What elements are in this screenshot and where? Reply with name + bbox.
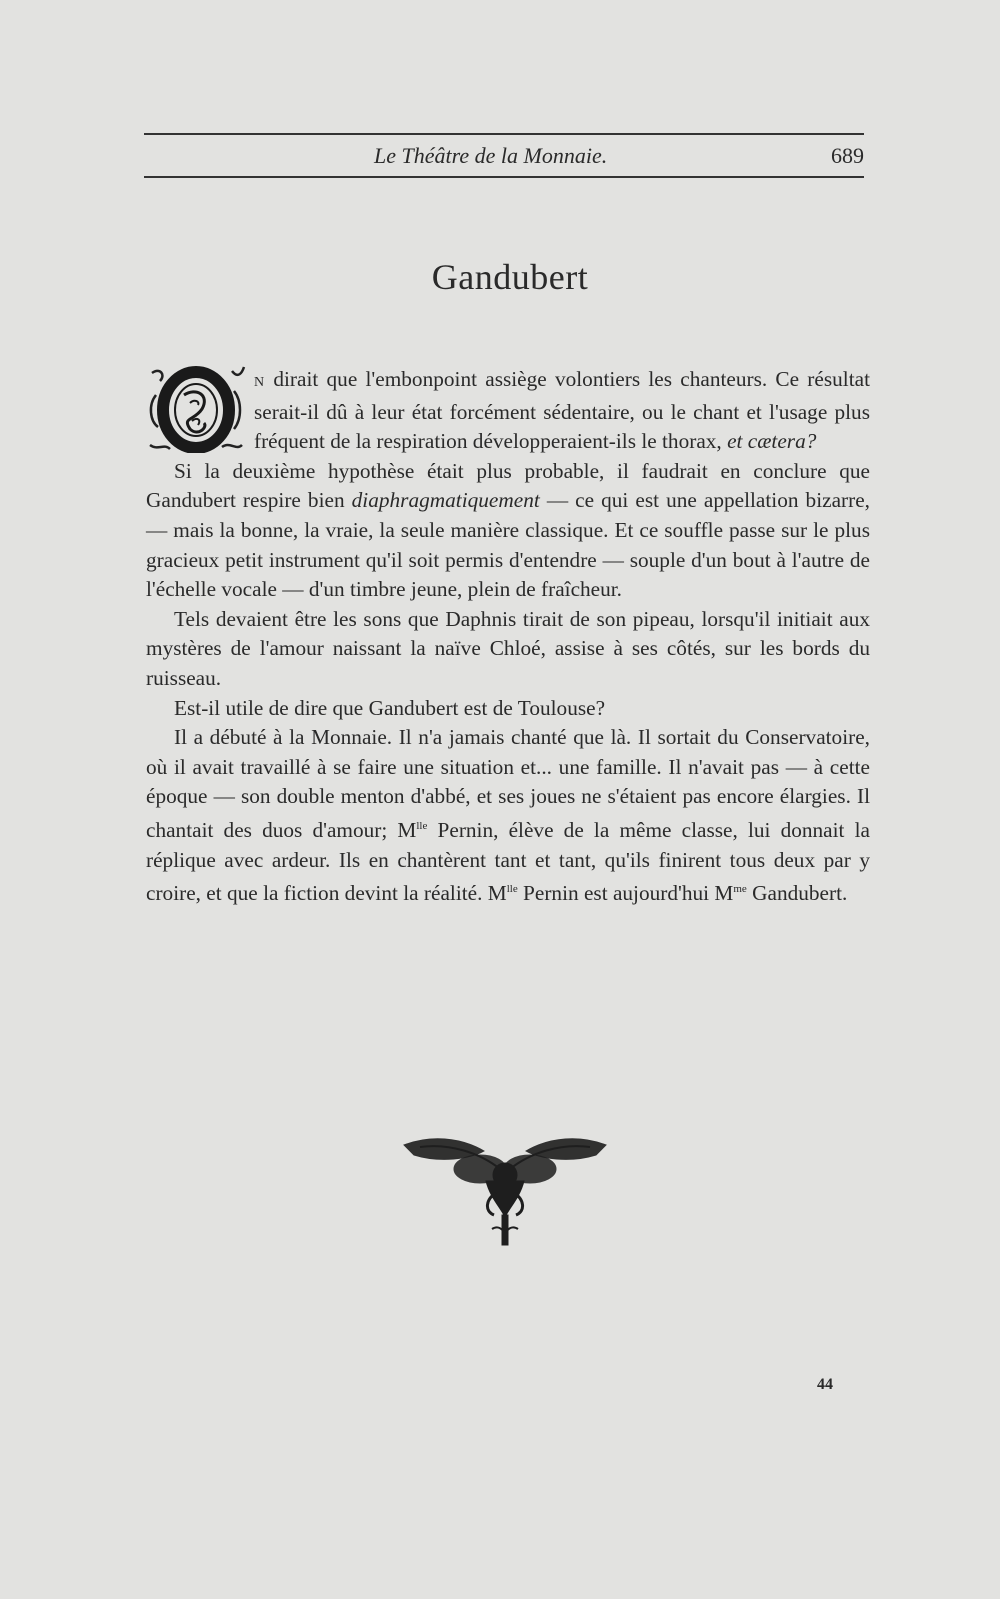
opening-smallcaps: N — [254, 375, 266, 390]
paragraph-5-text-c: Pernin est aujourd'hui M — [517, 881, 734, 906]
paragraph-1-italic: et cætera? — [727, 429, 817, 454]
paragraph-2-text-b: — ce qui est une appellation bizarre, — mais la bonne, la vraie, la seule manière classique. Et ce souffle passe sur le plus gracieux petit instrument qu'il soit permis d'entendre — souple d'un bout à l'autre de l'échelle vocale — d'un timbre jeune, plein de fraîcheur. — [146, 488, 870, 602]
signature-mark: 44 — [817, 1376, 833, 1393]
running-title: Le Théâtre de la Monnaie. — [374, 143, 608, 168]
header-rule-bottom — [144, 176, 864, 178]
paragraph-2-text-a: Si la deuxième hypothèse était plus probable, il faudrait en conclure que Gandubert respire bien — [146, 458, 870, 513]
paragraph-3: Tels devaient être les sons que Daphnis tirait de son pipeau, lorsqu'il initiait aux mystères de l'amour naissant la naïve Chloé, assise à ses côtés, sur les bords du ruisseau. — [146, 606, 870, 690]
dropcap-o-icon — [146, 365, 246, 453]
paragraph-5-text-d: Gandubert. — [746, 881, 848, 906]
body-text — [146, 365, 870, 909]
ornamental-dropcap — [146, 365, 246, 453]
chapter-title: Gandubert — [431, 257, 589, 297]
paragraph-2 — [146, 457, 870, 605]
paragraph-5 — [146, 723, 870, 909]
paragraph-1 — [146, 365, 870, 457]
superscript-lle-1: lle — [416, 819, 428, 832]
superscript-lle-2: lle — [506, 883, 518, 896]
page-number: 689 — [831, 143, 864, 168]
header-rule-top — [144, 133, 864, 135]
paragraph-5-text-b: Pernin, élève de la même classe, lui donnait la réplique avec ardeur. Ils en chantèrent tant et tant, qu'ils finirent tous deux par y croire, et que la fiction devint la réalité. M — [146, 818, 870, 906]
paragraph-5-text-a: Il a débuté à la Monnaie. Il n'a jamais chanté que là. Il sortait du Conservatoire, où il avait travaillé à se faire une situation et... une famille. Il n'avait pas — à cette époque — son double menton d'abbé, et ses joues ne s'étaient pas encore élargies. Il chantait des duos d'amour; M — [146, 725, 870, 842]
tailpiece-ornament-icon — [400, 1133, 610, 1249]
paragraph-2-italic: diaphragmatiquement — [351, 488, 540, 513]
paragraph-4: Est-il utile de dire que Gandubert est de Toulouse? — [174, 695, 606, 720]
paragraph-1-text: dirait que l'embonpoint assiège volontiers les chanteurs. Ce résultat serait-il dû à leur état forcément sédentaire, ou le chant et l'usage plus fréquent de la respiration développeraient-ils le thorax, — [254, 367, 870, 454]
superscript-me: me — [733, 883, 747, 896]
